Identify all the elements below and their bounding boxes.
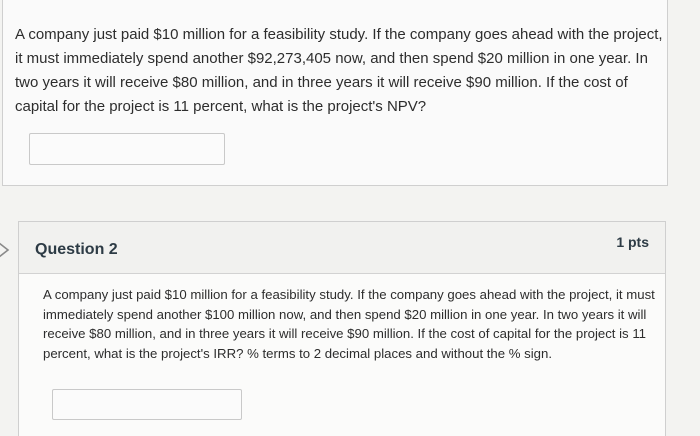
question-2-header xyxy=(19,222,665,274)
question-1-card xyxy=(2,0,668,186)
chevron-right-icon[interactable] xyxy=(0,242,11,258)
question-2-text: A company just paid $10 million for a feasibility study. If the company goes ahead with the project, it must immediately spend another $100 million now, and then spend $20 million in one year. In two years it will receive $80 million, and in three years it will receive $90 million. If the cost of capital for the project is 11 percent, what is the project's IRR? % terms to 2 decimal places and without the % sign. xyxy=(43,287,655,361)
question-2-title: Question 2 xyxy=(35,241,118,258)
question-2-points: 1 pts xyxy=(616,234,649,250)
question-2-card xyxy=(18,221,666,436)
question-1-answer-input[interactable] xyxy=(29,133,225,165)
question-2-answer-input[interactable] xyxy=(52,389,242,420)
question-1-text: A company just paid $10 million for a feasibility study. If the company goes ahead with the project, it must immediately spend another $92,273,405 now, and then spend $20 million in one year. In two years it will receive $80 million, and in three years it will receive $90 million. If the cost of capital for the project is 11 percent, what is the project's NPV? xyxy=(15,26,663,115)
